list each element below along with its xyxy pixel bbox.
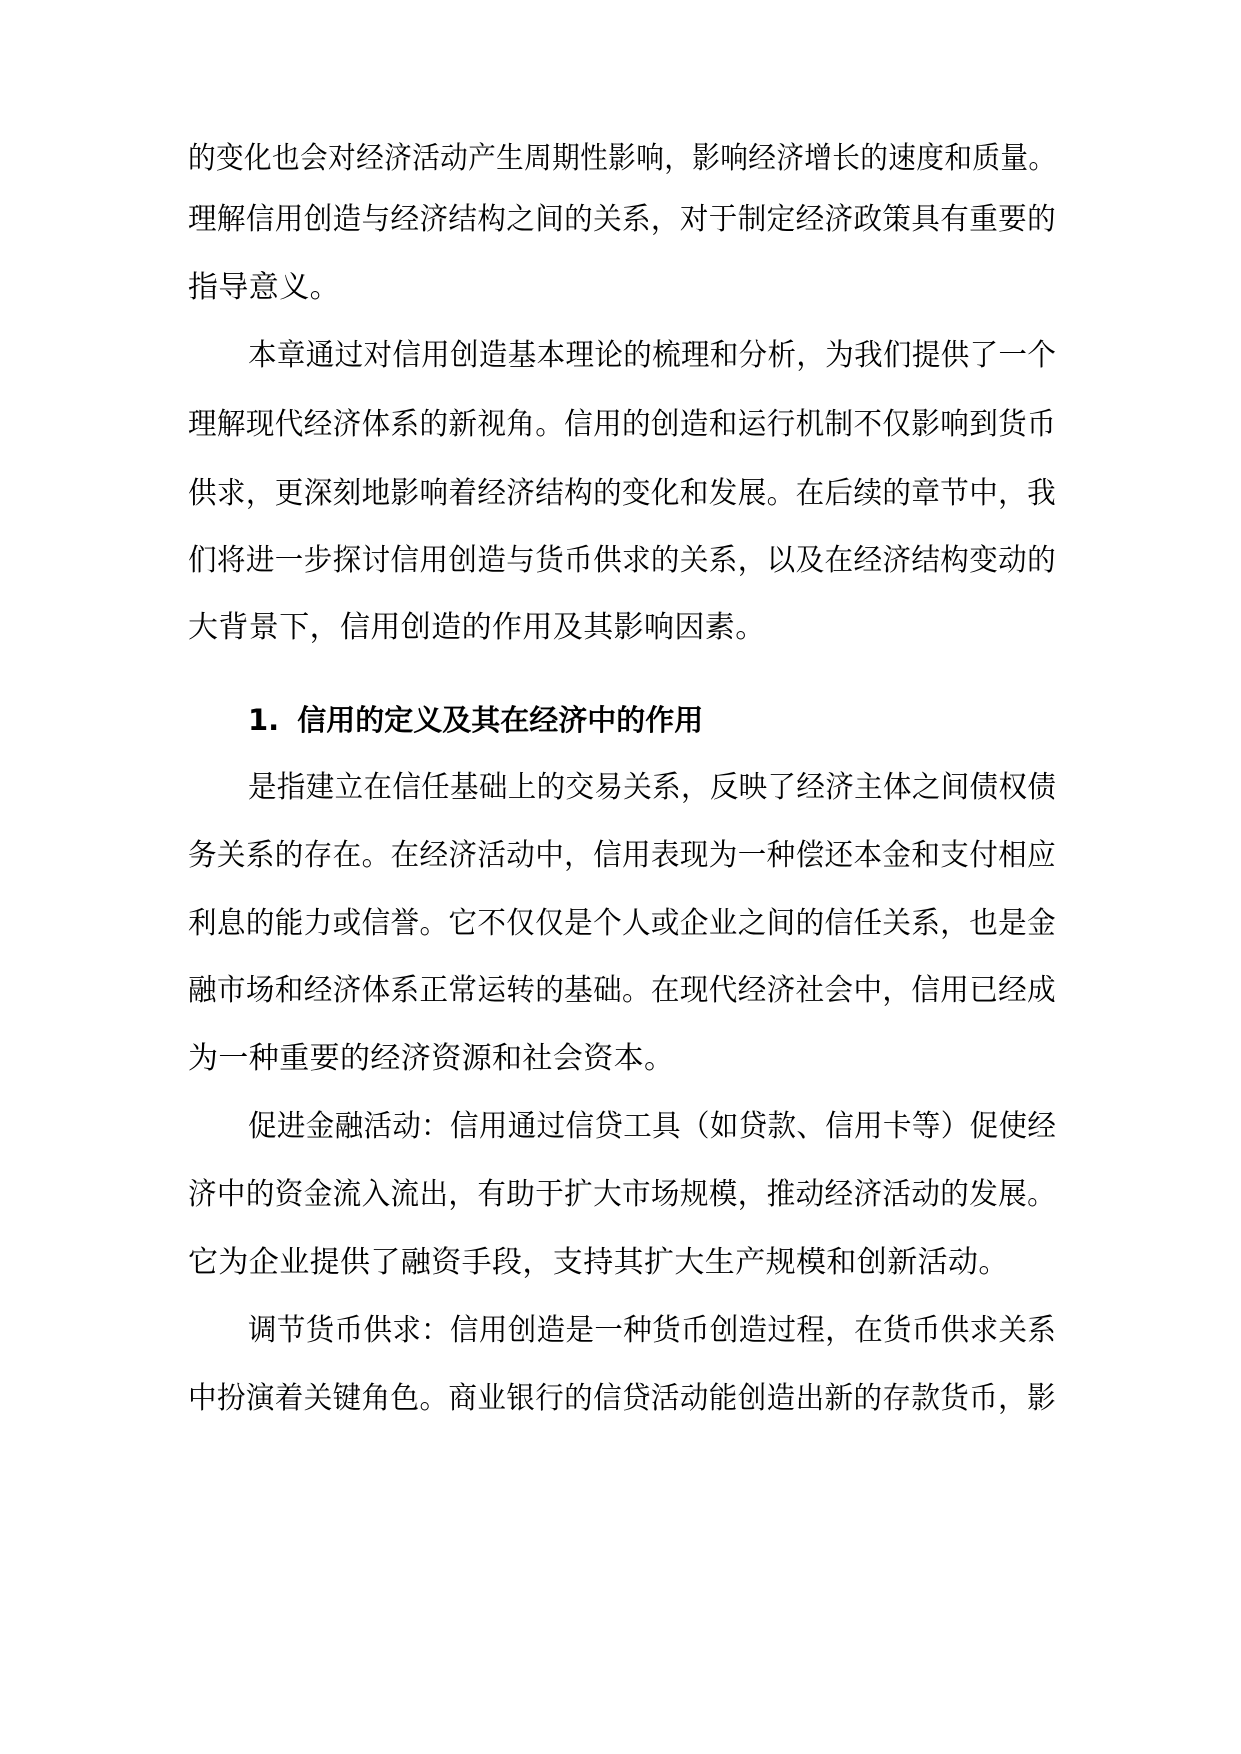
section-title: 信用的定义及其在经济中的作用: [297, 703, 704, 737]
paragraph-line: 供求，更深刻地影响着经济结构的变化和发展。在后续的章节中，我: [188, 476, 1056, 511]
paragraph-line: 理解现代经济体系的新视角。信用的创造和运行机制不仅影响到货币: [188, 407, 1056, 442]
section-heading: [248, 700, 703, 740]
paragraph-line: 指导意义。: [188, 270, 340, 305]
paragraph-line: 们将进一步探讨信用创造与货币供求的关系，以及在经济结构变动的: [188, 543, 1056, 578]
paragraph-line: 大背景下，信用创造的作用及其影响因素。: [188, 610, 766, 645]
section-number: 1.: [248, 703, 280, 737]
paragraph-line: 中扮演着关键角色。商业银行的信贷活动能创造出新的存款货币，影: [188, 1381, 1056, 1416]
paragraph-line: 融市场和经济体系正常运转的基础。在现代经济社会中，信用已经成: [188, 973, 1056, 1008]
paragraph-line: 本章通过对信用创造基本理论的梳理和分析，为我们提供了一个: [248, 338, 1057, 373]
paragraph-line: 济中的资金流入流出，有助于扩大市场规模，推动经济活动的发展。: [188, 1177, 1056, 1212]
paragraph-line: 它为企业提供了融资手段，支持其扩大生产规模和创新活动。: [188, 1245, 1009, 1280]
paragraph-line: 为一种重要的经济资源和社会资本。: [188, 1041, 675, 1076]
paragraph-line: 务关系的存在。在经济活动中，信用表现为一种偿还本金和支付相应: [188, 838, 1056, 873]
paragraph-line: 是指建立在信任基础上的交易关系，反映了经济主体之间债权债: [248, 770, 1057, 805]
paragraph-line: 的变化也会对经济活动产生周期性影响，影响经济增长的速度和质量。: [188, 141, 1057, 176]
paragraph-line: 理解信用创造与经济结构之间的关系，对于制定经济政策具有重要的: [188, 202, 1056, 237]
paragraph-line: 促进金融活动：信用通过信贷工具（如贷款、信用卡等）促使经: [248, 1109, 1057, 1144]
paragraph-line: 利息的能力或信誉。它不仅仅是个人或企业之间的信任关系，也是金: [188, 906, 1056, 941]
paragraph-line: 调节货币供求：信用创造是一种货币创造过程，在货币供求关系: [248, 1313, 1057, 1348]
